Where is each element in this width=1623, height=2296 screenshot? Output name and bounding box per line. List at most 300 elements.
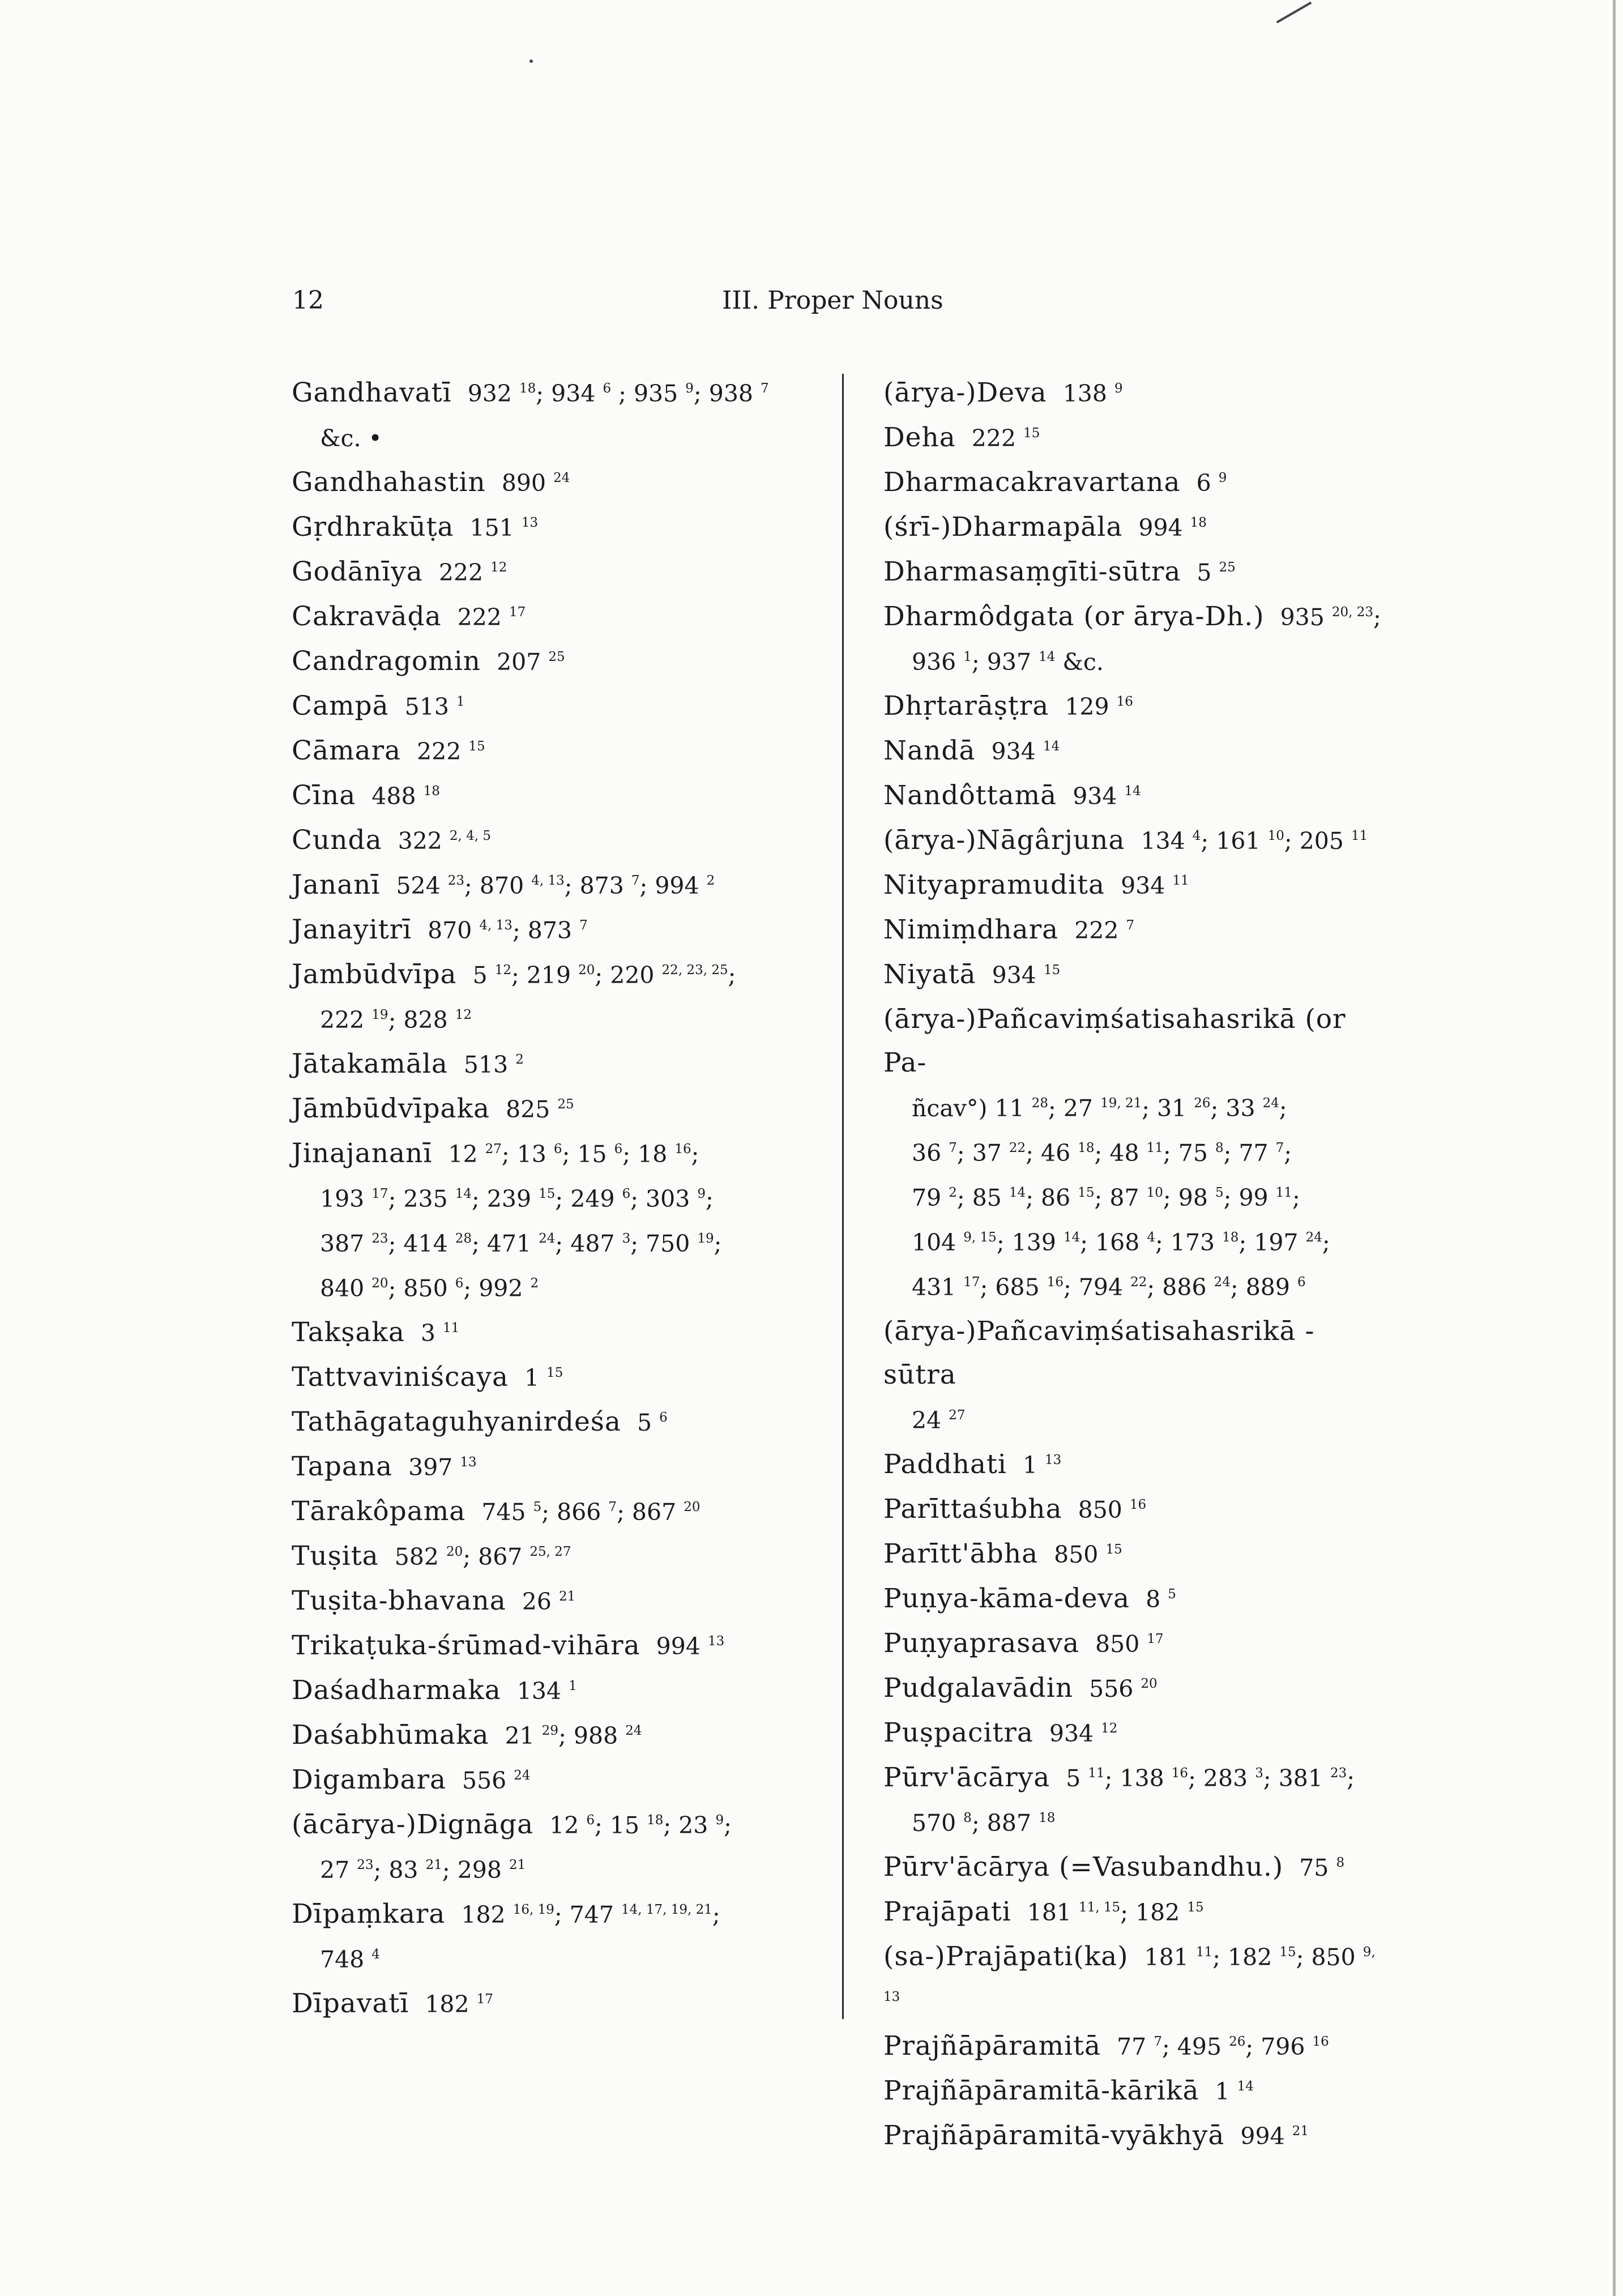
line-superscript: 11	[1351, 829, 1368, 843]
page-ref: 222	[438, 559, 491, 586]
line-superscript: 11	[1088, 1766, 1105, 1781]
page-ref: ; 487	[555, 1230, 622, 1257]
entry-headword: Pūrv'ācārya (=Vasubandhu.)	[883, 1851, 1284, 1883]
entry-references	[522, 1588, 576, 1615]
page-ref: ; 870	[464, 872, 532, 899]
line-superscript: 14	[1237, 2079, 1254, 2094]
entry-headword: Gṛdhrakūṭa	[292, 511, 454, 543]
line-superscript: 18	[647, 1813, 664, 1828]
entry-headword: Campā	[292, 690, 389, 722]
index-entry	[292, 953, 821, 997]
index-entry	[292, 550, 821, 595]
entry-references	[470, 514, 539, 541]
line-superscript: 14	[1043, 739, 1060, 754]
entry-headword: Deha	[883, 422, 956, 453]
page-ref: ;	[714, 1230, 722, 1257]
line-superscript: 18	[1039, 1811, 1056, 1825]
entry-headword: Puṇyaprasava	[883, 1628, 1080, 1659]
page-ref: ; 27	[1048, 1095, 1101, 1122]
index-entry	[883, 1532, 1393, 1577]
page-ref: ; 938	[693, 380, 761, 407]
page-ref: &c. •	[320, 425, 382, 452]
page-ref: 890	[501, 470, 554, 497]
page-ref: 825	[506, 1096, 558, 1123]
pen-mark	[1276, 2, 1312, 23]
line-superscript: 26	[1194, 1096, 1211, 1111]
line-superscript: 17	[476, 1992, 493, 2007]
line-superscript: 15	[546, 1365, 563, 1380]
index-entry	[883, 1309, 1393, 1398]
page-ref: 24	[912, 1407, 949, 1434]
index-entry	[883, 908, 1393, 953]
entry-references	[506, 1096, 574, 1123]
page-ref: 181	[1144, 1944, 1196, 1971]
line-superscript: 20, 23	[1331, 605, 1374, 620]
index-entry	[292, 774, 821, 818]
line-superscript: 12	[1101, 1721, 1118, 1736]
entry-headword: Prajñāpāramitā-vyākhyā	[883, 2120, 1225, 2151]
index-entry	[883, 1443, 1393, 1487]
entry-references	[473, 962, 736, 989]
index-entry-continuation	[883, 639, 1393, 684]
line-superscript: 16, 19	[512, 1902, 554, 1917]
entry-references	[883, 1229, 1330, 1256]
page-ref: 5	[1197, 559, 1219, 586]
page-ref: ; 988	[558, 1722, 626, 1749]
page-ref: 524	[396, 872, 448, 899]
line-superscript: 3	[1255, 1766, 1263, 1781]
page-ref: ; 197	[1238, 1229, 1306, 1256]
page-ref: ;	[691, 1141, 699, 1168]
line-superscript: 24	[625, 1723, 642, 1738]
page-ref: ; 139	[996, 1229, 1064, 1256]
page-ref: 134	[516, 1678, 569, 1705]
line-superscript: 13	[521, 515, 539, 530]
page-ref: 8	[1146, 1586, 1168, 1613]
entry-references	[292, 1185, 714, 1213]
entry-headword: Dharmôdgata (or ārya-Dh.)	[883, 601, 1265, 632]
page-ref: ; 77	[1223, 1140, 1276, 1167]
page-ref: ;	[728, 962, 736, 989]
line-superscript: 24	[1262, 1096, 1279, 1111]
page-ref: ; 992	[463, 1275, 531, 1302]
column-divider	[842, 374, 844, 2019]
line-superscript: 9, 15	[963, 1230, 997, 1245]
line-superscript: 13	[1045, 1453, 1062, 1467]
line-superscript: 18	[1190, 515, 1207, 530]
entry-references	[524, 1364, 563, 1392]
line-superscript: 20	[371, 1276, 388, 1291]
page-header	[292, 286, 1385, 320]
index-entry	[292, 1668, 821, 1713]
index-entry-continuation	[883, 1800, 1393, 1845]
line-superscript: 5	[1215, 1185, 1224, 1200]
line-superscript: 3	[622, 1231, 631, 1246]
entry-references	[448, 1141, 699, 1168]
index-entry	[883, 1711, 1393, 1756]
line-superscript: 1	[569, 1679, 577, 1693]
entry-references	[461, 1901, 720, 1928]
entry-references	[1049, 1720, 1118, 1747]
entry-references	[1065, 693, 1133, 720]
line-superscript: 2, 4, 5	[449, 829, 492, 843]
line-superscript: 6	[553, 1142, 562, 1156]
entry-references	[1215, 2078, 1253, 2105]
line-superscript: 16	[1312, 2034, 1329, 2049]
line-superscript: 16	[674, 1142, 691, 1156]
line-superscript: 1	[963, 650, 972, 664]
entry-references	[1146, 1586, 1176, 1613]
page-ref: 181	[1027, 1899, 1079, 1926]
page-ref: ; 98	[1163, 1184, 1215, 1211]
line-superscript: 2	[706, 873, 715, 888]
page-ref: 556	[462, 1767, 514, 1794]
line-superscript: 1	[456, 694, 465, 709]
page-ref: 431	[912, 1274, 964, 1301]
entry-references	[992, 738, 1060, 765]
line-superscript: 11	[1275, 1185, 1292, 1200]
page-ref: 222	[417, 738, 469, 765]
page-ref: ; 18	[622, 1141, 675, 1168]
entry-references	[549, 1812, 732, 1839]
entry-headword: Daśabhūmaka	[292, 1719, 489, 1751]
index-entry	[292, 1132, 821, 1176]
page-ref: 513	[404, 693, 456, 720]
page-ref: ;	[1347, 1765, 1355, 1792]
page-ref: 1	[1215, 2078, 1237, 2105]
line-superscript: 7	[949, 1141, 957, 1155]
running-title: III. Proper Nouns	[722, 286, 943, 315]
line-superscript: 22, 23, 25	[661, 963, 728, 978]
page-ref: 932	[467, 380, 520, 407]
entry-headword: Tuṣita	[292, 1540, 379, 1572]
page-ref: 12	[448, 1141, 485, 1168]
page-ref: ; 239	[472, 1185, 539, 1213]
page-ref: ; 866	[541, 1499, 609, 1526]
page-ref: 582	[394, 1543, 446, 1571]
page-ref: ; 235	[388, 1185, 455, 1213]
page-ref: ; 46	[1026, 1140, 1078, 1167]
index-entry-continuation	[292, 1176, 821, 1221]
index-entry	[883, 997, 1393, 1086]
line-superscript: 2	[515, 1052, 524, 1067]
page-ref: 840	[320, 1275, 372, 1302]
line-superscript: 23	[357, 1858, 374, 1872]
page-ref: ; 828	[388, 1006, 455, 1034]
line-superscript: 21	[509, 1858, 526, 1872]
entry-references	[883, 1810, 1055, 1837]
line-superscript: 24	[514, 1768, 531, 1783]
page-ref: ; 937	[971, 648, 1039, 676]
line-superscript: 25	[557, 1097, 574, 1112]
index-entry	[292, 1758, 821, 1803]
line-superscript: 18	[1222, 1230, 1239, 1245]
page-ref: ; 873	[564, 872, 631, 899]
page-ref: ;	[1284, 1140, 1292, 1167]
index-entry-continuation	[883, 1130, 1393, 1175]
page-ref: ; 889	[1230, 1274, 1297, 1301]
entry-references	[883, 1184, 1300, 1211]
page-ref: ; 249	[555, 1185, 622, 1213]
index-entry	[883, 1890, 1393, 1935]
entry-headword: Jambūdvīpa	[292, 959, 457, 990]
index-entry	[292, 1311, 821, 1355]
index-entry-continuation	[292, 997, 821, 1042]
line-superscript: 4	[1192, 829, 1201, 843]
entry-headword: (śrī-)Dharmapāla	[883, 511, 1123, 543]
entry-headword: Jananī	[292, 869, 381, 901]
page-ref: 3	[420, 1320, 443, 1347]
line-superscript: 7	[1275, 1141, 1284, 1155]
entry-references	[1240, 2123, 1309, 2150]
page-ref: 222	[1074, 917, 1126, 944]
page-ref: 151	[469, 514, 522, 541]
entry-headword: Daśadharmaka	[292, 1675, 501, 1706]
page-ref: 36	[912, 1140, 949, 1167]
line-superscript: 9	[1114, 381, 1123, 396]
line-superscript: 10	[1146, 1185, 1163, 1200]
page-ref: ; 471	[472, 1230, 539, 1257]
line-superscript: 6	[586, 1813, 595, 1828]
index-entry	[883, 460, 1393, 505]
index-entry-continuation	[883, 1398, 1393, 1443]
page-ref: 994	[656, 1633, 708, 1660]
index-entry	[292, 1579, 821, 1624]
page-ref: ; 15	[595, 1812, 647, 1839]
entry-references	[1138, 514, 1207, 541]
line-superscript: 16	[1116, 694, 1133, 709]
page-ref: 570	[912, 1810, 964, 1837]
entry-references	[656, 1633, 725, 1660]
entry-references	[1023, 1452, 1061, 1479]
page-ref: ; 161	[1201, 827, 1268, 855]
line-superscript: 27	[949, 1408, 966, 1423]
entry-headword: (ācārya-)Dignāga	[292, 1809, 534, 1840]
line-superscript: 8	[1215, 1141, 1224, 1155]
index-entry	[883, 684, 1393, 729]
page-ref: ; 75	[1163, 1140, 1215, 1167]
page-ref: ; 85	[956, 1184, 1009, 1211]
page-ref: ;	[712, 1901, 720, 1928]
line-superscript: 28	[1031, 1096, 1048, 1111]
index-entry	[292, 639, 821, 684]
page-ref: ; 86	[1026, 1184, 1078, 1211]
entry-references	[637, 1409, 668, 1436]
page-ref: 397	[408, 1454, 460, 1481]
line-superscript: 23	[371, 1231, 388, 1246]
entry-references	[1197, 559, 1235, 586]
line-superscript: 24	[1214, 1275, 1231, 1290]
index-entry	[292, 460, 821, 505]
entry-references	[468, 380, 769, 407]
line-superscript: 29	[541, 1723, 559, 1738]
entry-headword: Parīttaśubha	[883, 1493, 1062, 1525]
page-ref: 935	[1280, 604, 1332, 631]
index-entry-continuation	[883, 1265, 1393, 1309]
line-superscript: 19	[371, 1008, 388, 1022]
line-superscript: 11	[442, 1321, 460, 1335]
line-superscript: 18	[519, 381, 536, 396]
page-ref: ;	[724, 1812, 732, 1839]
page-ref: 994	[1138, 514, 1190, 541]
scan-edge	[1613, 0, 1616, 2296]
entry-references	[497, 648, 565, 676]
index-entry	[292, 1534, 821, 1579]
page-ref: 129	[1065, 693, 1117, 720]
line-superscript: 23	[1330, 1766, 1347, 1781]
line-superscript: 20	[446, 1544, 463, 1559]
entry-references	[883, 1407, 966, 1434]
entry-references	[428, 917, 588, 944]
entry-references	[972, 425, 1040, 452]
line-superscript: 10	[1267, 829, 1284, 843]
line-superscript: 14	[1124, 784, 1141, 799]
line-superscript: 16	[1129, 1497, 1147, 1512]
index-entry	[883, 953, 1393, 997]
scan-speck	[529, 59, 533, 63]
line-superscript: 15	[539, 1187, 556, 1201]
page-ref: ; 886	[1147, 1274, 1214, 1301]
page-ref: 21	[505, 1722, 542, 1749]
line-superscript: 9	[697, 1187, 706, 1201]
entry-headword: (ārya-)Deva	[883, 377, 1047, 408]
page-ref: 77	[1117, 2033, 1154, 2060]
line-superscript: 7	[579, 918, 588, 933]
index-entry-continuation	[292, 1937, 821, 1982]
page-ref: 1	[1022, 1452, 1045, 1479]
page-ref: 870	[428, 917, 480, 944]
page-ref: 745	[481, 1499, 533, 1526]
index-entry	[292, 1982, 821, 2026]
line-superscript: 6	[1297, 1275, 1306, 1290]
line-superscript: 8	[1336, 1855, 1345, 1870]
entry-references	[502, 470, 570, 497]
entry-references	[462, 1767, 531, 1794]
page-ref: 27	[320, 1857, 357, 1884]
index-entry	[292, 1400, 821, 1445]
line-superscript: 12	[494, 963, 511, 978]
page-ref: ; 182	[1212, 1944, 1280, 1971]
line-superscript: 20	[684, 1500, 701, 1514]
page-ref: ; 495	[1161, 2033, 1229, 2060]
page-ref: 1	[524, 1364, 547, 1392]
index-entry	[883, 2069, 1393, 2114]
line-superscript: 6	[659, 1410, 668, 1425]
page-ref: ; 867	[463, 1543, 530, 1571]
page-number: 12	[292, 286, 324, 315]
line-superscript: 25, 27	[529, 1544, 571, 1559]
page-ref: 934	[992, 962, 1044, 989]
page-ref: 207	[497, 648, 549, 676]
line-superscript: 2	[949, 1185, 957, 1200]
entry-references	[458, 604, 526, 631]
entry-references	[1141, 827, 1368, 855]
entry-references	[1299, 1854, 1344, 1881]
entry-references	[517, 1678, 577, 1705]
entry-references	[1117, 2033, 1329, 2060]
page-ref: 556	[1089, 1675, 1141, 1702]
entry-references	[883, 1140, 1292, 1167]
index-entry	[292, 1042, 821, 1087]
index-entry	[883, 1487, 1393, 1532]
page-ref: ; 182	[1120, 1899, 1188, 1926]
index-entry	[883, 550, 1393, 595]
page-ref: ; 850	[388, 1275, 455, 1302]
line-superscript: 21	[425, 1858, 442, 1872]
page-ref: ; 887	[971, 1810, 1039, 1837]
line-superscript: 6	[603, 381, 612, 396]
index-entry	[292, 684, 821, 729]
entry-references	[1063, 380, 1123, 407]
line-superscript: 15	[1187, 1900, 1204, 1915]
entry-headword: Prajñāpāramitā	[883, 2030, 1101, 2062]
line-superscript: 15	[1105, 1542, 1122, 1557]
page-ref: 138	[1062, 380, 1114, 407]
page-ref: 104	[912, 1229, 964, 1256]
index-entry-continuation	[292, 1847, 821, 1892]
index-entry	[883, 2024, 1393, 2069]
line-superscript: 13	[460, 1455, 477, 1470]
entry-headword: Gandhavatī	[292, 377, 452, 408]
line-superscript: 26	[1229, 2034, 1246, 2049]
entry-headword: Niyatā	[883, 959, 976, 990]
entry-references	[408, 1454, 477, 1481]
entry-headword: Nandā	[883, 735, 976, 766]
index-entry-continuation	[883, 1086, 1393, 1130]
line-superscript: 19	[697, 1231, 714, 1246]
page-ref: ; 381	[1263, 1765, 1330, 1792]
page-ref: 134	[1141, 827, 1193, 855]
entry-references	[292, 1230, 721, 1257]
page-ref: ;	[705, 1185, 714, 1213]
entry-headword: Puṣpacitra	[883, 1717, 1033, 1748]
entry-headword: Tathāgataguhyanirdeśa	[292, 1406, 621, 1437]
line-superscript: 4, 13	[479, 918, 512, 933]
entry-headword: Jātakamāla	[292, 1048, 448, 1079]
line-superscript: 16	[1047, 1275, 1064, 1290]
line-superscript: 7	[1154, 2034, 1162, 2049]
page-ref: 513	[463, 1051, 516, 1078]
entry-headword: Takṣaka	[292, 1317, 405, 1348]
page-ref: ;	[1279, 1095, 1287, 1122]
line-superscript: 7	[1126, 918, 1135, 933]
line-superscript: 17	[509, 605, 526, 620]
page-ref: ; 850	[1296, 1944, 1363, 1971]
index-column-left	[292, 371, 821, 2026]
line-superscript: 8	[963, 1811, 972, 1825]
line-superscript: 12	[455, 1008, 472, 1022]
entry-headword: Godānīya	[292, 556, 423, 587]
page-ref: ; 794	[1064, 1274, 1131, 1301]
page-ref: ; 685	[980, 1274, 1047, 1301]
line-superscript: 14	[1009, 1185, 1026, 1200]
line-superscript: 24	[553, 471, 570, 485]
page-ref: ; 205	[1284, 827, 1351, 855]
page-ref: ; 298	[442, 1857, 509, 1884]
index-entry	[292, 863, 821, 908]
line-superscript: 2	[530, 1276, 539, 1291]
entry-references	[992, 962, 1061, 989]
index-entry	[883, 371, 1393, 416]
page-ref: 5	[1066, 1765, 1088, 1792]
line-superscript: 6	[614, 1142, 623, 1156]
index-entry	[292, 818, 821, 863]
index-entry	[292, 729, 821, 774]
index-entry	[883, 729, 1393, 774]
line-superscript: 14, 17, 19, 21	[621, 1902, 712, 1917]
entry-references	[292, 1275, 539, 1302]
entry-headword: Dhṛtarāṣṭra	[883, 690, 1049, 722]
